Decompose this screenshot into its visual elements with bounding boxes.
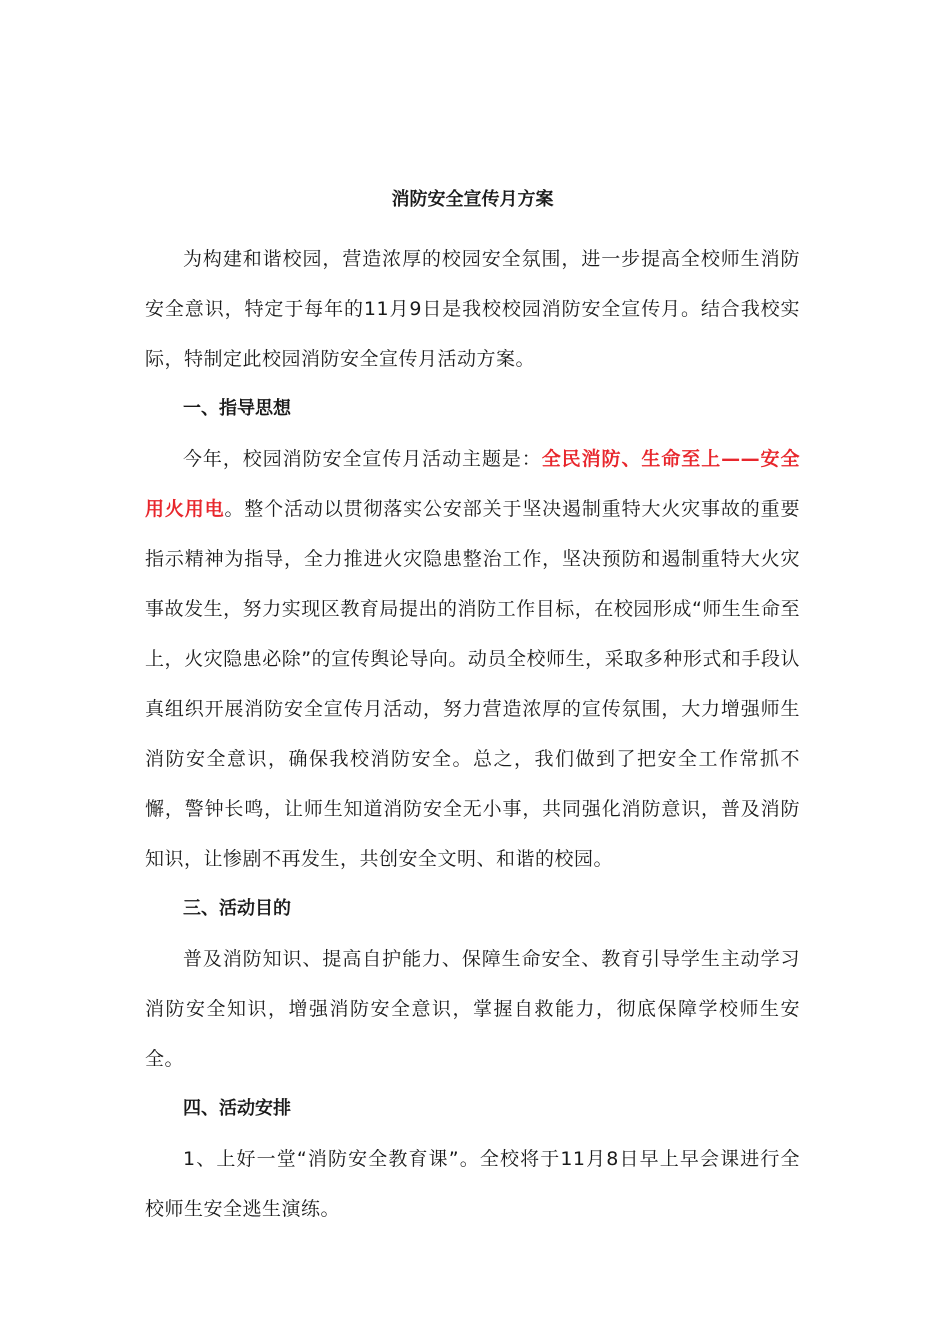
activity-arrangement-item-1: 1、上好一堂“消防安全教育课”。全校将于11月8日早上早会课进行全校师生安全逃生演练。 xyxy=(145,1148,800,1220)
section-heading-activity-purpose: 三、活动目的 xyxy=(183,898,291,919)
guiding-ideology-body: 。整个活动以贯彻落实公安部关于坚决遏制重特大火灾事故的重要指示精神为指导，全力推进火灾隐患整治工作，坚决预防和遏制重特大火灾事故发生，努力实现区教育局提出的消防工作目标，在校园形成“师生生命至上，火灾隐患必除”的宣传舆论导向。动员全校师生，采取多种形式和手段认真组织开展消防安全宣传月活动，努力营造浓厚的宣传氛围，大力增强师生消防安全意识，确保我校消防安全。总之，我们做到了把安全工作常抓不懈，警钟长鸣，让师生知道消防安全无小事，共同强化消防意识，普及消防知识，让惨剧不再发生，共创安全文明、和谐的校园。 xyxy=(145,498,800,870)
section-heading-guiding-ideology: 一、指导思想 xyxy=(183,398,291,419)
guiding-ideology-paragraph xyxy=(145,434,800,884)
theme-lead-text: 今年，校园消防安全宣传月活动主题是： xyxy=(183,448,542,470)
intro-paragraph: 为构建和谐校园，营造浓厚的校园安全氛围，进一步提高全校师生消防安全意识，特定于每年的11月9日是我校校园消防安全宣传月。结合我校实际，特制定此校园消防安全宣传月活动方案。 xyxy=(145,248,800,370)
theme-highlight: 全民消防、生命至上——安全用火用电 xyxy=(145,448,800,520)
document-title: 消防安全宣传月方案 xyxy=(391,189,554,210)
section-heading-activity-arrangement: 四、活动安排 xyxy=(183,1098,291,1119)
document-page xyxy=(145,184,800,1234)
activity-purpose-paragraph: 普及消防知识、提高自护能力、保障生命安全、教育引导学生主动学习消防安全知识，增强消防安全意识，掌握自救能力，彻底保障学校师生安全。 xyxy=(145,948,800,1070)
